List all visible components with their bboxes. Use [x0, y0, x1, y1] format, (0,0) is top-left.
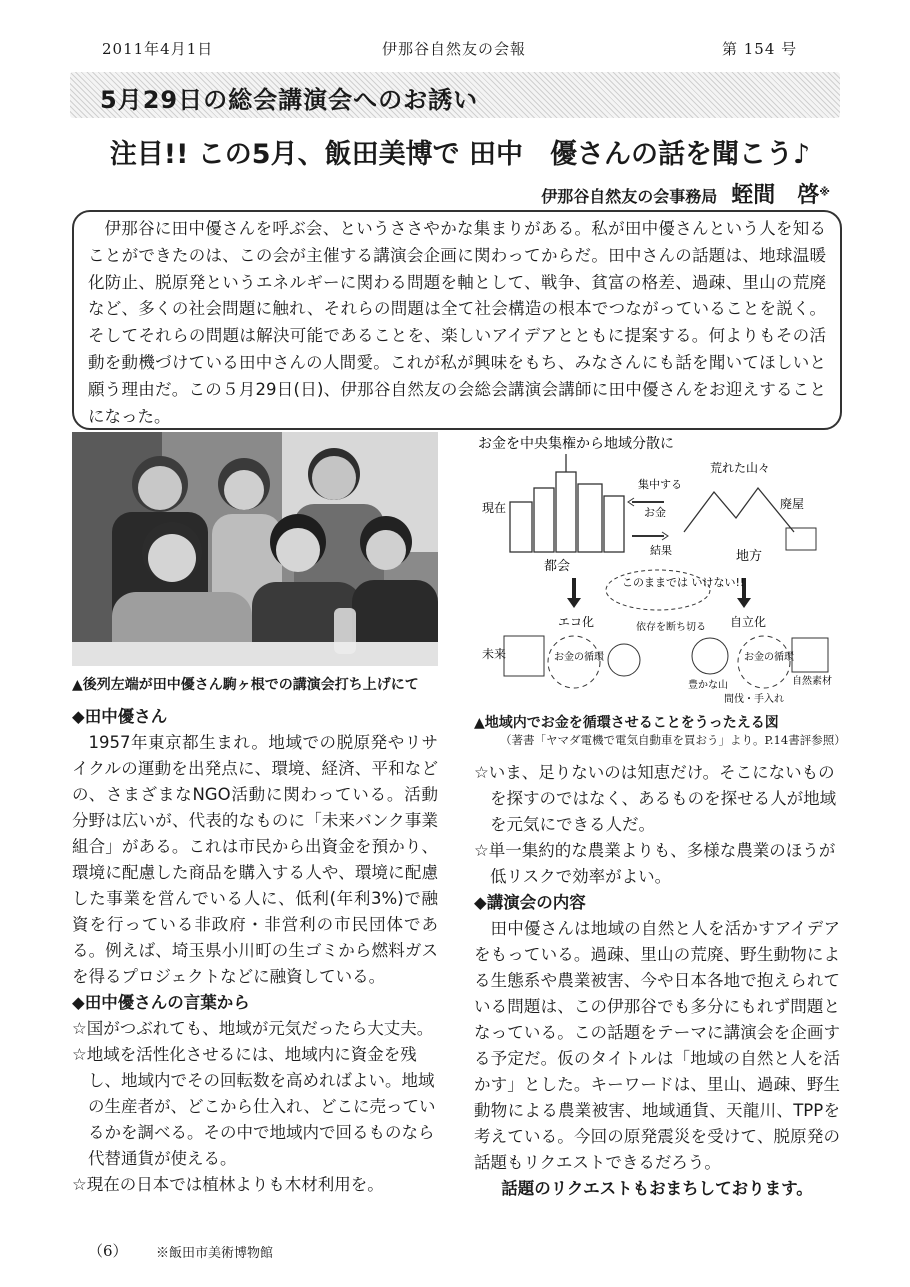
- quote-item: ☆地域を活性化させるには、地域内に資金を残し、地域内でその回転数を高めればよい。地域の生産者が、どこから仕入れ、どこに売っているかを調べる。その中で地域内で回るものなら代替通貨が使える。: [72, 1045, 436, 1168]
- future-house-illustration: [792, 638, 828, 672]
- left-column: [72, 704, 438, 1198]
- author-line: [541, 178, 830, 209]
- label-result: 結果: [650, 544, 672, 557]
- label-money-cycle-right: お金の循環: [744, 652, 794, 663]
- mountain-illustration: [684, 488, 794, 532]
- quote-item: ☆単一集約的な農業よりも、多様な農業のほうが低リスクで効率がよい。: [474, 841, 836, 886]
- label-thinning: 間伐・手入れ: [724, 694, 784, 704]
- label-abandoned-house: 廃屋: [780, 497, 805, 511]
- money-circulation-diagram: [474, 432, 834, 704]
- label-present: 現在: [482, 501, 507, 515]
- profile-heading: ◆田中優さん: [72, 707, 168, 726]
- label-deserted-mountain: 荒れた山々: [710, 461, 771, 475]
- page-number: （6）: [88, 1242, 128, 1260]
- footer-note: ※飯田市美術博物館: [156, 1246, 274, 1261]
- author-note-mark: ※: [819, 185, 830, 199]
- label-money: お金: [644, 506, 666, 519]
- quote-item: ☆現在の日本では植林よりも木材利用を。: [72, 1175, 384, 1194]
- label-warning: このままでは いけない!!: [622, 576, 745, 589]
- diagram-source: （著書「ヤマダ電機で電気自動車を買おう」より。P.14書評参照）: [500, 733, 846, 747]
- intro-text: 伊那谷に田中優さんを呼ぶ会、というささやかな集まりがある。私が田中優さんという人を知ることができたのは、この会が主催する講演会企画に関わってからだ。田中さんの話題は、地球温暖化防止、脱原発というエネルギーに関わる問題を軸として、戦争、貧富の格差、過疎、里山の荒廃など、多くの社会問題に触れ、それらの問題は全て社会構造の根本でつながっていることを説く。そしてそれらの問題は解決可能であることを、楽しいアイデアとともに提案する。何よりもその活動を動機づけている田中さんの人間愛。これが私が興味をもち、みなさんにも話を聞いてほしいと願う理由だ。この５月29日(日)、伊那谷自然友の会総会講演会講師に田中優さんをお迎えすることになった。: [88, 219, 826, 426]
- right-column: [474, 760, 840, 1202]
- banner-text: 5月29日の総会講演会へのお誘い: [100, 86, 479, 114]
- flower-illustration: [608, 644, 640, 676]
- author-org: 伊那谷自然友の会事務局: [541, 187, 718, 206]
- group-photo: [72, 432, 438, 666]
- lecture-heading: ◆講演会の内容: [474, 893, 586, 912]
- label-rich-mountain: 豊かな山: [688, 680, 728, 691]
- closing-line: 話題のリクエストもおまちしております。: [501, 1179, 813, 1198]
- headline: 注目!! この5月、飯田美博で 田中 優さんの話を聞こう♪: [109, 139, 811, 170]
- label-concentrate: 集中する: [638, 478, 682, 491]
- diagram-caption: ▲地域内でお金を循環させることをうったえる図: [474, 715, 779, 731]
- author-name: 蛭間 啓: [731, 183, 820, 208]
- photo-caption: ▲後列左端が田中優さん駒ヶ根での講演会打ち上げにて: [72, 677, 419, 693]
- label-natural-material: 自然素材: [792, 676, 832, 687]
- house-illustration: [786, 528, 816, 550]
- publication-title: 伊那谷自然友の会報: [382, 40, 527, 58]
- quote-item: ☆いま、足りないのは知恵だけ。そこにないものを探すのではなく、あるものを探せる人が地域を元気にできる人だ。: [474, 763, 837, 834]
- quote-item: ☆国がつぶれても、地域が元気だったら大丈夫。: [72, 1019, 434, 1038]
- label-independence: 自立化: [730, 615, 767, 629]
- quotes-heading: ◆田中優さんの言葉から: [72, 993, 250, 1012]
- profile-text: 1957年東京都生まれ。地域での脱原発やリサイクルの運動を出発点に、環境、経済、平和などの、さまざまなNGO活動に関わっている。活動分野は広いが、代表的なものに「未来バンク事業組合」がある。これは市民から出資金を預かり、環境に配慮した商品を購入する人や、環境に配慮した事業を営んでいる人に、低利(年利3%)で融資を行っている非政府・非営利の市民団体である。例えば、埼玉県小川町の生ゴミから燃料ガスを得るプロジェクトなどに融資している。: [72, 733, 438, 986]
- label-region: 地方: [736, 549, 763, 564]
- label-city: 都会: [544, 559, 571, 574]
- lecture-text: 田中優さんは地域の自然と人を活かすアイデアをもっている。過疎、里山の荒廃、野生動物による生態系や農業被害、今や日本各地で抱えられている問題は、この伊那谷でも多分にもれず問題となっている。この話題をテーマに講演会を企画する予定だ。仮のタイトルは「地域の自然と人を活かす」とした。キーワードは、里山、過疎、野生動物による農業被害、地域通貨、天龍川、TPPを考えている。今回の原発震災を受けて、脱原発の話題もリクエストできるだろう。: [474, 919, 840, 1172]
- group-photo-image: [72, 432, 438, 666]
- intro-box: [72, 210, 842, 430]
- label-eco: エコ化: [558, 615, 595, 629]
- label-money-cycle-left: お金の循環: [554, 652, 604, 663]
- diagram-title: お金を中央集権から地域分散に: [478, 436, 674, 452]
- future-city-illustration: [504, 636, 544, 676]
- section-banner: [70, 72, 840, 118]
- label-future: 未来: [482, 647, 507, 661]
- label-cut-dependence: 依存を断ち切る: [636, 622, 706, 633]
- forest-illustration: [692, 638, 728, 674]
- issue-number: 第 154 号: [722, 40, 798, 58]
- issue-date: 2011年4月1日: [102, 40, 214, 58]
- city-buildings-illustration: [510, 454, 624, 552]
